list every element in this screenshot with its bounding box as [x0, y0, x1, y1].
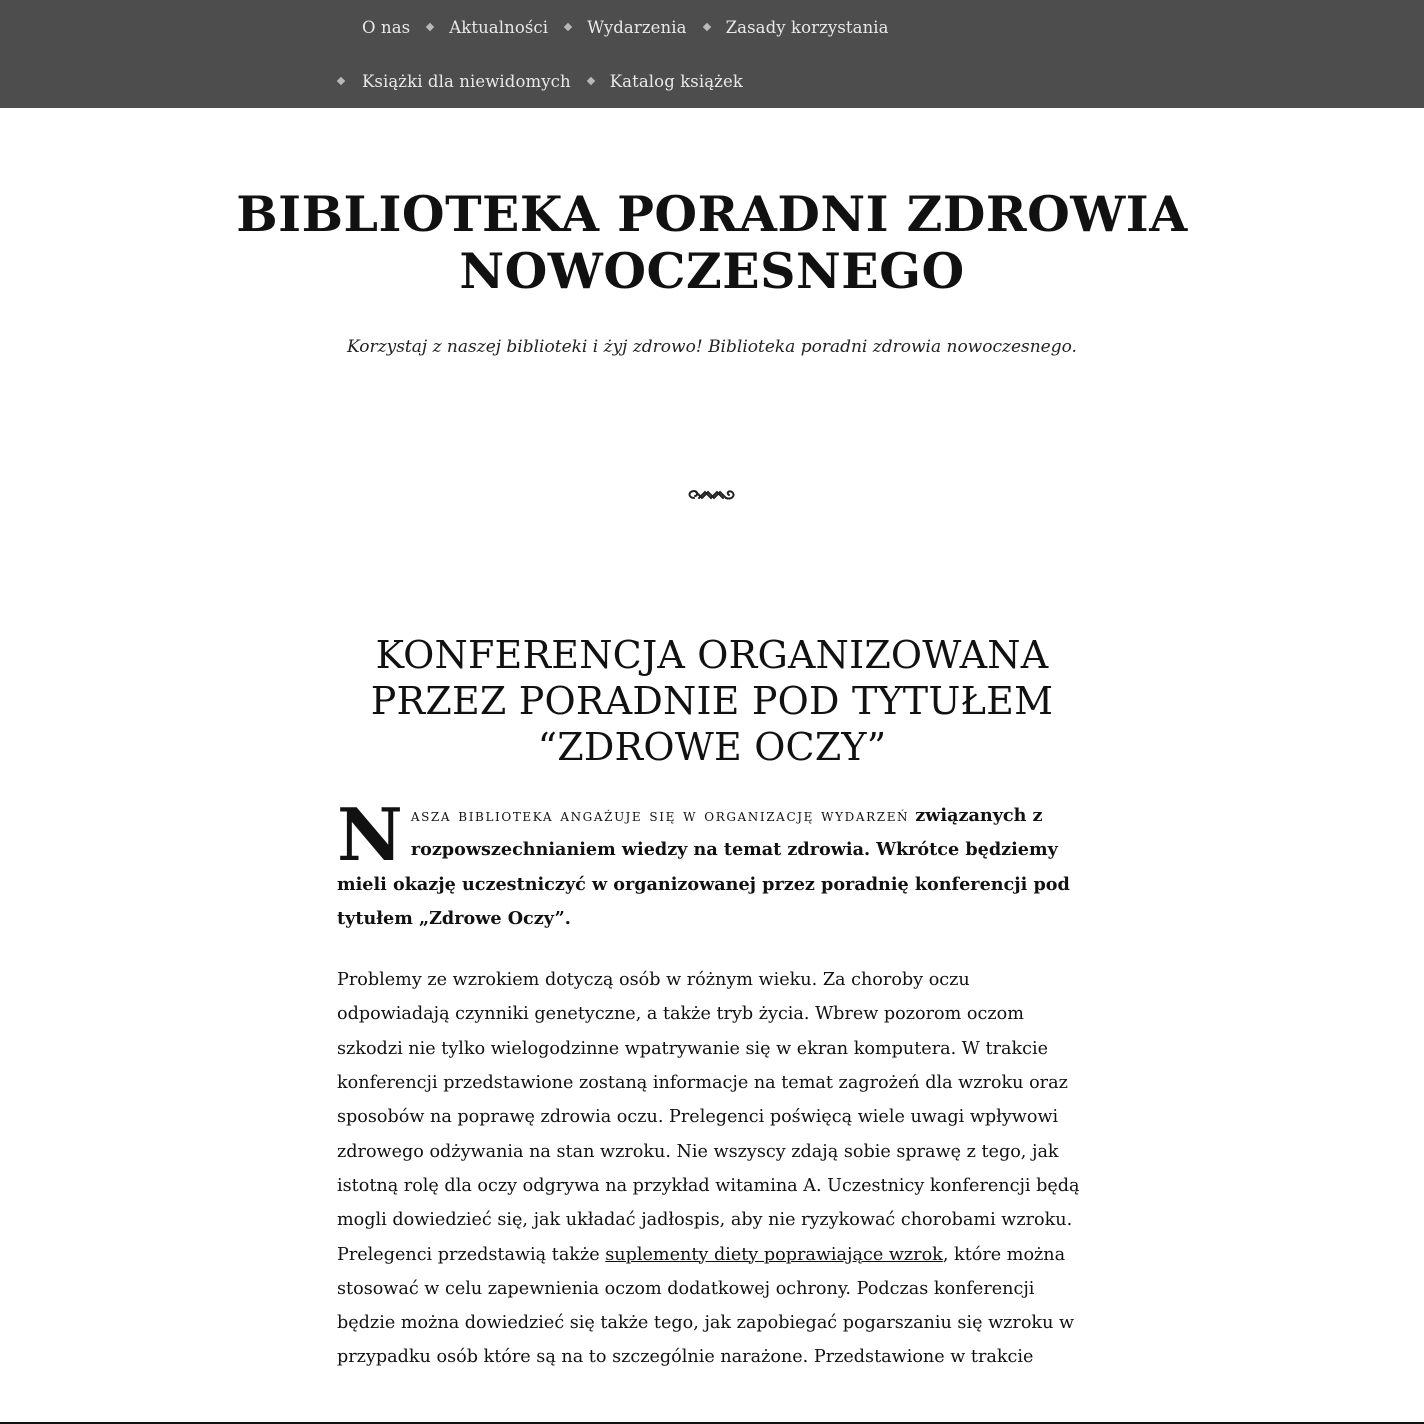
flourish-ornament-icon: [686, 486, 738, 504]
lead-smallcaps: asza biblioteka angażuje się w organizację wydarzeń: [410, 806, 910, 826]
post-title-line-3: “ZDROWE OCZY”: [537, 725, 887, 769]
body-text-before-link: Problemy ze wzrokiem dotyczą osób w różnym wieku. Za choroby oczu odpowiadają czynniki genetyczne, a także tryb życia. Wbrew pozorom oczom szkodzi nie tylko wielogodzinne wpatrywanie się w ekran komputera. W trakcie konferencji przedstawione zostaną informacje na temat zagrożeń dla wzroku oraz sposobów na poprawę zdrowia oczu. Prelegenci poświęcą wiele uwagi wpływowi zdrowego odżywania na stan wzroku. Nie wszyscy zdają sobie sprawę z tego, jak istotną rolę dla oczy odgrywa na przykład witamina A. Uczestnicy konferencji będą mogli dowiedzieć się, jak układać jadłospis, aby nie ryzykować chorobami wzroku. Prelegenci przedstawią także: [337, 970, 1080, 1265]
diamond-bullet-icon: [564, 23, 572, 31]
nav-link-wydarzenia[interactable]: Wydarzenia: [587, 17, 687, 37]
site-tagline: Korzystaj z naszej biblioteki i żyj zdrowo! Biblioteka poradni zdrowia nowoczesnego.: [347, 337, 1077, 357]
lead-paragraph: [337, 792, 1087, 936]
nav-row-1: [362, 0, 889, 54]
diamond-bullet-icon: [426, 23, 434, 31]
site-title[interactable]: [0, 186, 1424, 300]
post-title-line-1: KONFERENCJA ORGANIZOWANA: [375, 633, 1049, 677]
site-title-line-2: NOWOCZESNEGO: [459, 242, 965, 300]
nav-row-2: [336, 54, 743, 108]
site-title-line-1: BIBLIOTEKA PORADNI ZDROWIA: [236, 185, 1188, 243]
body-paragraph: [337, 963, 1087, 1375]
post-title: [337, 632, 1087, 770]
post-content: [337, 792, 1087, 1375]
nav-link-o-nas[interactable]: O nas: [362, 17, 411, 37]
diamond-bullet-icon: [702, 23, 710, 31]
diamond-bullet-icon: [587, 77, 595, 85]
nav-link-aktualnosci[interactable]: Aktualności: [449, 17, 549, 37]
supplements-link[interactable]: suplementy diety poprawiające wzrok: [605, 1244, 943, 1265]
nav-link-zasady-korzystania[interactable]: Zasady korzystania: [725, 17, 889, 37]
drop-cap: N: [337, 792, 403, 877]
post-title-line-2: PRZEZ PORADNIE POD TYTUŁEM: [370, 679, 1054, 723]
diamond-bullet-icon: [337, 77, 345, 85]
top-navigation: [0, 0, 1424, 108]
nav-link-ksiazki-dla-niewidomych[interactable]: Książki dla niewidomych: [362, 71, 571, 91]
lead-rest: związanych z rozpowszechnianiem wiedzy na temat zdrowia. Wkrótce będziemy mieli okazję uczestniczyć w organizowanej przez poradnię konferencji pod tytułem „Zdrowe Oczy”.: [337, 805, 1070, 929]
nav-link-katalog-ksiazek[interactable]: Katalog książek: [609, 71, 743, 91]
body-text-after-link: , które można stosować w celu zapewnienia oczom dodatkowej ochrony. Podczas konferencji będzie można dowiedzieć się także tego, jak zapobiegać pogarszaniu się wzroku w przypadku osób które są na to szczególnie narażone. Przedstawione w trakcie: [337, 1244, 1075, 1368]
